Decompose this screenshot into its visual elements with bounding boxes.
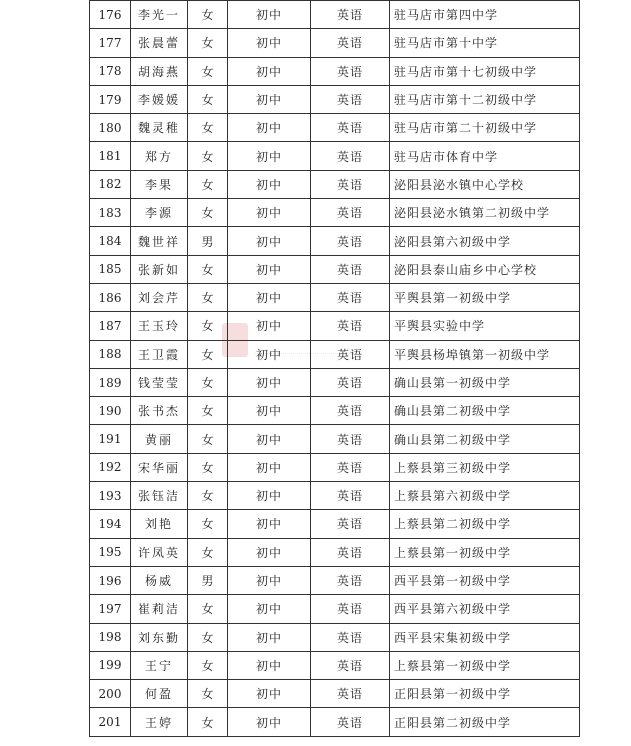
- school-cell: 平舆县第一初级中学: [390, 283, 580, 311]
- level-cell: 初中: [228, 255, 311, 283]
- level-cell: 初中: [228, 708, 311, 736]
- level-cell: 初中: [228, 227, 311, 255]
- school-cell: 驻马店市第十中学: [390, 29, 580, 57]
- subject-cell: 英语: [311, 425, 390, 453]
- name-cell: 何盈: [131, 680, 188, 708]
- subject-cell: 英语: [311, 199, 390, 227]
- row-number-cell: 191: [90, 425, 131, 453]
- school-cell: 泌阳县泌水镇第二初级中学: [390, 199, 580, 227]
- school-cell: 上蔡县第一初级中学: [390, 651, 580, 679]
- gender-cell: 女: [188, 199, 228, 227]
- name-cell: 李媛媛: [131, 85, 188, 113]
- subject-cell: 英语: [311, 227, 390, 255]
- level-cell: 初中: [228, 142, 311, 170]
- level-cell: 初中: [228, 283, 311, 311]
- school-cell: 驻马店市体育中学: [390, 142, 580, 170]
- gender-cell: 女: [188, 312, 228, 340]
- school-cell: 驻马店市第十七初级中学: [390, 57, 580, 85]
- gender-cell: 女: [188, 114, 228, 142]
- subject-cell: 英语: [311, 680, 390, 708]
- subject-cell: 英语: [311, 566, 390, 594]
- level-cell: 初中: [228, 510, 311, 538]
- table-row: [90, 283, 580, 311]
- row-number-cell: 179: [90, 85, 131, 113]
- row-number-cell: 188: [90, 340, 131, 368]
- school-cell: 驻马店市第二十初级中学: [390, 114, 580, 142]
- subject-cell: 英语: [311, 255, 390, 283]
- name-cell: 张书杰: [131, 397, 188, 425]
- table-row: [90, 312, 580, 340]
- level-cell: 初中: [228, 85, 311, 113]
- level-cell: 初中: [228, 538, 311, 566]
- table-row: [90, 651, 580, 679]
- table-row: [90, 397, 580, 425]
- table-row: [90, 114, 580, 142]
- subject-cell: 英语: [311, 170, 390, 198]
- gender-cell: 女: [188, 510, 228, 538]
- gender-cell: 女: [188, 708, 228, 736]
- name-cell: 王玉玲: [131, 312, 188, 340]
- subject-cell: 英语: [311, 651, 390, 679]
- name-cell: 刘会芹: [131, 283, 188, 311]
- gender-cell: 女: [188, 538, 228, 566]
- table-row: [90, 199, 580, 227]
- name-cell: 魏世祥: [131, 227, 188, 255]
- subject-cell: 英语: [311, 312, 390, 340]
- name-cell: 许凤英: [131, 538, 188, 566]
- gender-cell: 女: [188, 482, 228, 510]
- school-cell: 平舆县实验中学: [390, 312, 580, 340]
- gender-cell: 女: [188, 170, 228, 198]
- row-number-cell: 180: [90, 114, 131, 142]
- table-row: [90, 57, 580, 85]
- gender-cell: 女: [188, 651, 228, 679]
- subject-cell: 英语: [311, 340, 390, 368]
- level-cell: 初中: [228, 368, 311, 396]
- row-number-cell: 177: [90, 29, 131, 57]
- table-row: [90, 170, 580, 198]
- gender-cell: 女: [188, 1, 228, 29]
- school-cell: 驻马店市第十二初级中学: [390, 85, 580, 113]
- name-cell: 刘东勤: [131, 623, 188, 651]
- school-cell: 确山县第二初级中学: [390, 425, 580, 453]
- row-number-cell: 199: [90, 651, 131, 679]
- school-cell: 泌阳县泰山庙乡中心学校: [390, 255, 580, 283]
- name-cell: 钱莹莹: [131, 368, 188, 396]
- table-row: [90, 482, 580, 510]
- table-row: [90, 680, 580, 708]
- subject-cell: 英语: [311, 85, 390, 113]
- name-cell: 崔莉洁: [131, 595, 188, 623]
- table-row: [90, 708, 580, 736]
- name-cell: 王婷: [131, 708, 188, 736]
- school-cell: 上蔡县第一初级中学: [390, 538, 580, 566]
- row-number-cell: 186: [90, 283, 131, 311]
- row-number-cell: 185: [90, 255, 131, 283]
- gender-cell: 女: [188, 368, 228, 396]
- gender-cell: 女: [188, 397, 228, 425]
- school-cell: 上蔡县第二初级中学: [390, 510, 580, 538]
- school-cell: 确山县第二初级中学: [390, 397, 580, 425]
- name-cell: 李源: [131, 199, 188, 227]
- row-number-cell: 183: [90, 199, 131, 227]
- row-number-cell: 196: [90, 566, 131, 594]
- level-cell: 初中: [228, 312, 311, 340]
- level-cell: 初中: [228, 57, 311, 85]
- name-cell: 张晨蕾: [131, 29, 188, 57]
- name-cell: 王卫霞: [131, 340, 188, 368]
- gender-cell: 女: [188, 57, 228, 85]
- row-number-cell: 190: [90, 397, 131, 425]
- school-cell: 上蔡县第六初级中学: [390, 482, 580, 510]
- gender-cell: 男: [188, 566, 228, 594]
- name-cell: 胡海燕: [131, 57, 188, 85]
- gender-cell: 女: [188, 425, 228, 453]
- subject-cell: 英语: [311, 114, 390, 142]
- row-number-cell: 200: [90, 680, 131, 708]
- subject-cell: 英语: [311, 397, 390, 425]
- school-cell: 泌阳县泌水镇中心学校: [390, 170, 580, 198]
- row-number-cell: 197: [90, 595, 131, 623]
- subject-cell: 英语: [311, 29, 390, 57]
- row-number-cell: 184: [90, 227, 131, 255]
- subject-cell: 英语: [311, 595, 390, 623]
- level-cell: 初中: [228, 114, 311, 142]
- table-row: [90, 85, 580, 113]
- table-row: [90, 29, 580, 57]
- subject-cell: 英语: [311, 142, 390, 170]
- name-cell: 张新如: [131, 255, 188, 283]
- row-number-cell: 176: [90, 1, 131, 29]
- school-cell: 确山县第一初级中学: [390, 368, 580, 396]
- gender-cell: 女: [188, 85, 228, 113]
- gender-cell: 女: [188, 255, 228, 283]
- table-row: [90, 340, 580, 368]
- row-number-cell: 198: [90, 623, 131, 651]
- school-cell: 西平县宋集初级中学: [390, 623, 580, 651]
- subject-cell: 英语: [311, 283, 390, 311]
- row-number-cell: 192: [90, 453, 131, 481]
- table-row: [90, 368, 580, 396]
- gender-cell: 女: [188, 453, 228, 481]
- row-number-cell: 187: [90, 312, 131, 340]
- row-number-cell: 189: [90, 368, 131, 396]
- subject-cell: 英语: [311, 368, 390, 396]
- name-cell: 郑方: [131, 142, 188, 170]
- row-number-cell: 181: [90, 142, 131, 170]
- row-number-cell: 201: [90, 708, 131, 736]
- gender-cell: 男: [188, 227, 228, 255]
- row-number-cell: 195: [90, 538, 131, 566]
- row-number-cell: 193: [90, 482, 131, 510]
- school-cell: 泌阳县第六初级中学: [390, 227, 580, 255]
- level-cell: 初中: [228, 425, 311, 453]
- roster-table: [89, 0, 580, 737]
- level-cell: 初中: [228, 29, 311, 57]
- level-cell: 初中: [228, 453, 311, 481]
- row-number-cell: 178: [90, 57, 131, 85]
- school-cell: 上蔡县第三初级中学: [390, 453, 580, 481]
- subject-cell: 英语: [311, 623, 390, 651]
- school-cell: 驻马店市第四中学: [390, 1, 580, 29]
- gender-cell: 女: [188, 340, 228, 368]
- table-row: [90, 538, 580, 566]
- school-cell: 西平县第六初级中学: [390, 595, 580, 623]
- table-row: [90, 142, 580, 170]
- subject-cell: 英语: [311, 57, 390, 85]
- table-row: [90, 227, 580, 255]
- gender-cell: 女: [188, 29, 228, 57]
- level-cell: 初中: [228, 680, 311, 708]
- table-row: [90, 623, 580, 651]
- table-row: [90, 453, 580, 481]
- name-cell: 李果: [131, 170, 188, 198]
- gender-cell: 女: [188, 595, 228, 623]
- school-cell: 正阳县第二初级中学: [390, 708, 580, 736]
- gender-cell: 女: [188, 142, 228, 170]
- level-cell: 初中: [228, 340, 311, 368]
- level-cell: 初中: [228, 623, 311, 651]
- level-cell: 初中: [228, 651, 311, 679]
- row-number-cell: 182: [90, 170, 131, 198]
- subject-cell: 英语: [311, 510, 390, 538]
- name-cell: 黄丽: [131, 425, 188, 453]
- level-cell: 初中: [228, 199, 311, 227]
- school-cell: 正阳县第一初级中学: [390, 680, 580, 708]
- name-cell: 宋华丽: [131, 453, 188, 481]
- level-cell: 初中: [228, 397, 311, 425]
- school-cell: 平舆县杨埠镇第一初级中学: [390, 340, 580, 368]
- table-row: [90, 510, 580, 538]
- table-row: [90, 255, 580, 283]
- gender-cell: 女: [188, 283, 228, 311]
- level-cell: 初中: [228, 1, 311, 29]
- gender-cell: 女: [188, 680, 228, 708]
- subject-cell: 英语: [311, 482, 390, 510]
- level-cell: 初中: [228, 170, 311, 198]
- name-cell: 刘艳: [131, 510, 188, 538]
- level-cell: 初中: [228, 482, 311, 510]
- name-cell: 魏灵稚: [131, 114, 188, 142]
- school-cell: 西平县第一初级中学: [390, 566, 580, 594]
- subject-cell: 英语: [311, 453, 390, 481]
- table-row: [90, 595, 580, 623]
- level-cell: 初中: [228, 566, 311, 594]
- table-row: [90, 425, 580, 453]
- subject-cell: 英语: [311, 538, 390, 566]
- row-number-cell: 194: [90, 510, 131, 538]
- table-row: [90, 1, 580, 29]
- subject-cell: 英语: [311, 708, 390, 736]
- subject-cell: 英语: [311, 1, 390, 29]
- name-cell: 王宁: [131, 651, 188, 679]
- roster-table-body: [90, 1, 580, 737]
- name-cell: 李光一: [131, 1, 188, 29]
- level-cell: 初中: [228, 595, 311, 623]
- name-cell: 杨威: [131, 566, 188, 594]
- gender-cell: 女: [188, 623, 228, 651]
- table-row: [90, 566, 580, 594]
- name-cell: 张钰洁: [131, 482, 188, 510]
